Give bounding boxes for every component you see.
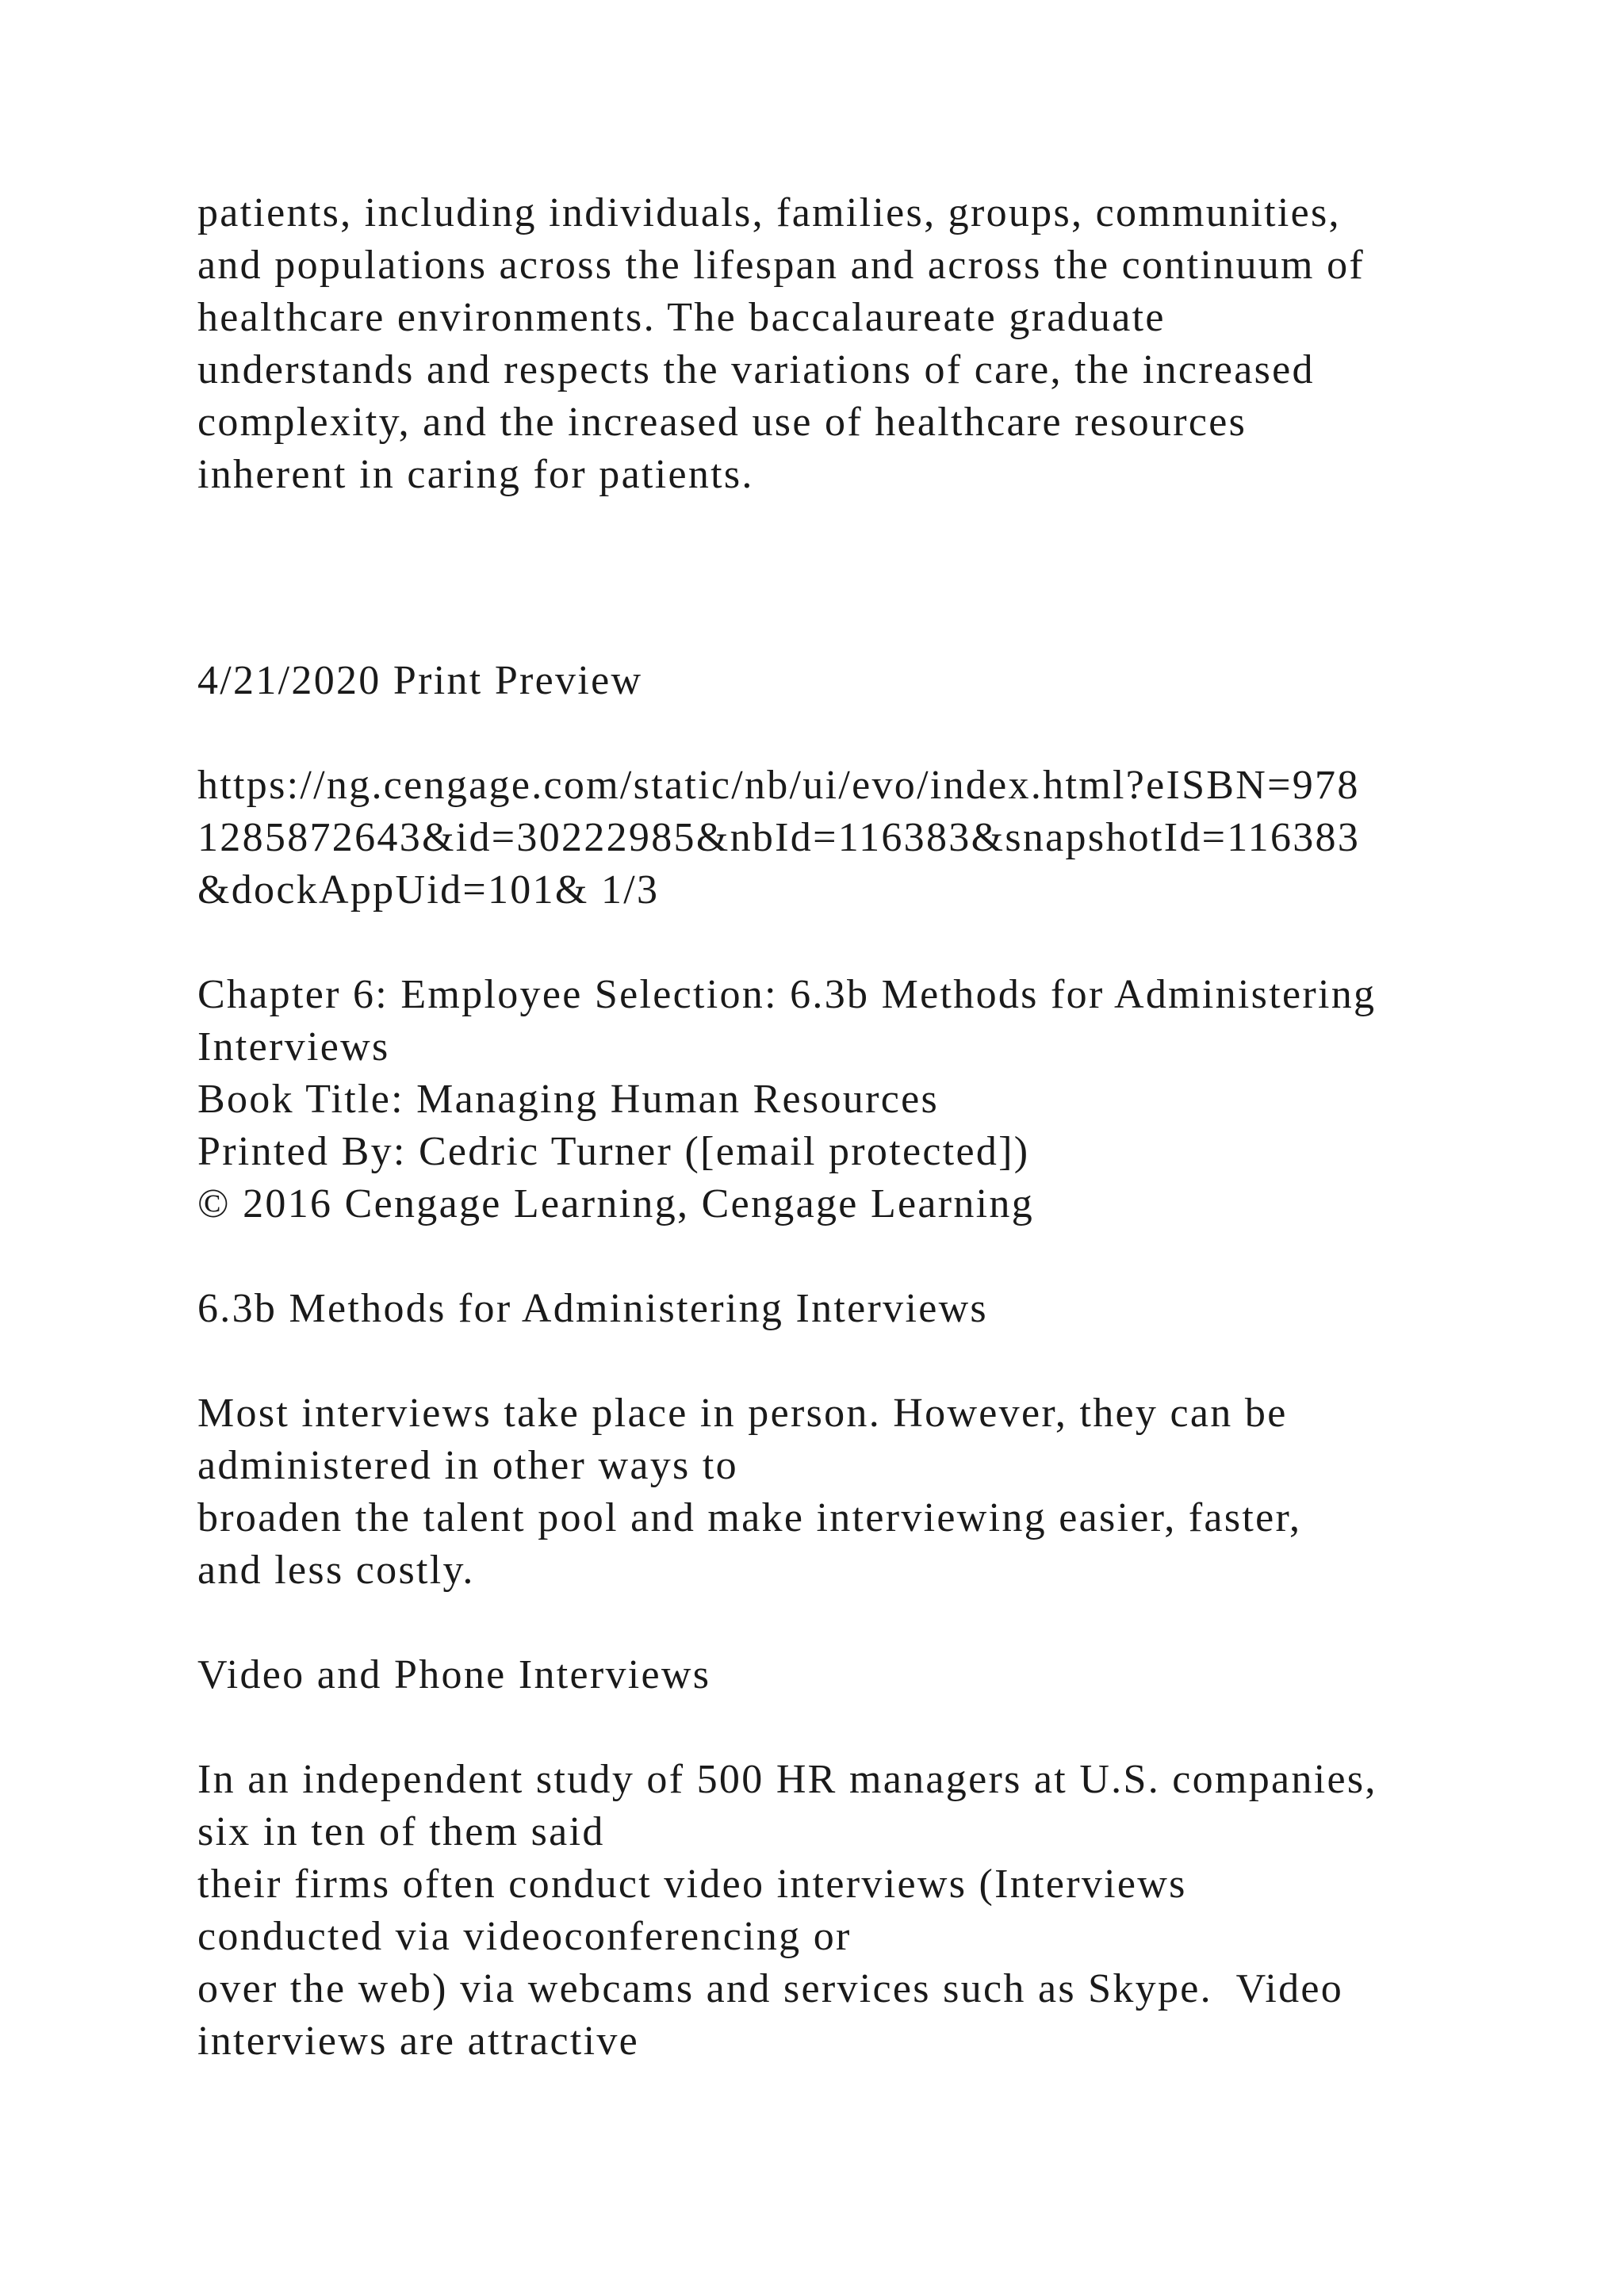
paragraph-line: and less costly.: [197, 1548, 475, 1593]
printed-by: Printed By: Cedric Turner ([email protected]): [197, 1129, 1030, 1174]
chapter-line: Chapter 6: Employee Selection: 6.3b Methods for Administering: [197, 972, 1377, 1017]
section-heading: 6.3b Methods for Administering Interviews: [197, 1286, 988, 1331]
intro-paragraph: [197, 187, 1434, 501]
print-date-line: 4/21/2020 Print Preview: [197, 658, 643, 703]
source-url-line: &dockAppUid=101& 1/3: [197, 867, 660, 913]
document-page: [197, 187, 1434, 2068]
source-url-line: 1285872643&id=30222985&nbId=116383&snapshotId=116383: [197, 815, 1361, 860]
intro-line: understands and respects the variations of care, the increased: [197, 347, 1315, 392]
subsection-heading: Video and Phone Interviews: [197, 1652, 711, 1697]
paragraph-line: conducted via videoconferencing or: [197, 1914, 852, 1959]
subsection-paragraph: [197, 1754, 1434, 2068]
intro-line: inherent in caring for patients.: [197, 452, 754, 497]
copyright-line: © 2016 Cengage Learning, Cengage Learning: [197, 1181, 1035, 1226]
paragraph-line: their firms often conduct video interviews (Interviews: [197, 1862, 1187, 1907]
paragraph-line: six in ten of them said: [197, 1809, 605, 1854]
paragraph-line: broaden the talent pool and make interviewing easier, faster,: [197, 1495, 1302, 1540]
print-header: [197, 655, 1434, 916]
intro-line: patients, including individuals, families, groups, communities,: [197, 190, 1341, 235]
section-paragraph: [197, 1387, 1434, 1597]
intro-line: healthcare environments. The baccalaureate graduate: [197, 295, 1166, 340]
intro-line: and populations across the lifespan and across the continuum of: [197, 243, 1365, 288]
intro-line: complexity, and the increased use of healthcare resources: [197, 400, 1247, 445]
source-url-line: https://ng.cengage.com/static/nb/ui/evo/index.html?eISBN=978: [197, 763, 1360, 808]
paragraph-line: Most interviews take place in person. However, they can be: [197, 1391, 1288, 1436]
book-title: Book Title: Managing Human Resources: [197, 1077, 939, 1122]
paragraph-line: administered in other ways to: [197, 1443, 738, 1488]
chapter-line: Interviews: [197, 1024, 390, 1070]
paragraph-line: In an independent study of 500 HR managers at U.S. companies,: [197, 1757, 1377, 1802]
paragraph-line: interviews are attractive: [197, 2019, 640, 2064]
book-info: [197, 969, 1434, 1230]
paragraph-line: over the web) via webcams and services such as Skype. Video: [197, 1966, 1344, 2011]
